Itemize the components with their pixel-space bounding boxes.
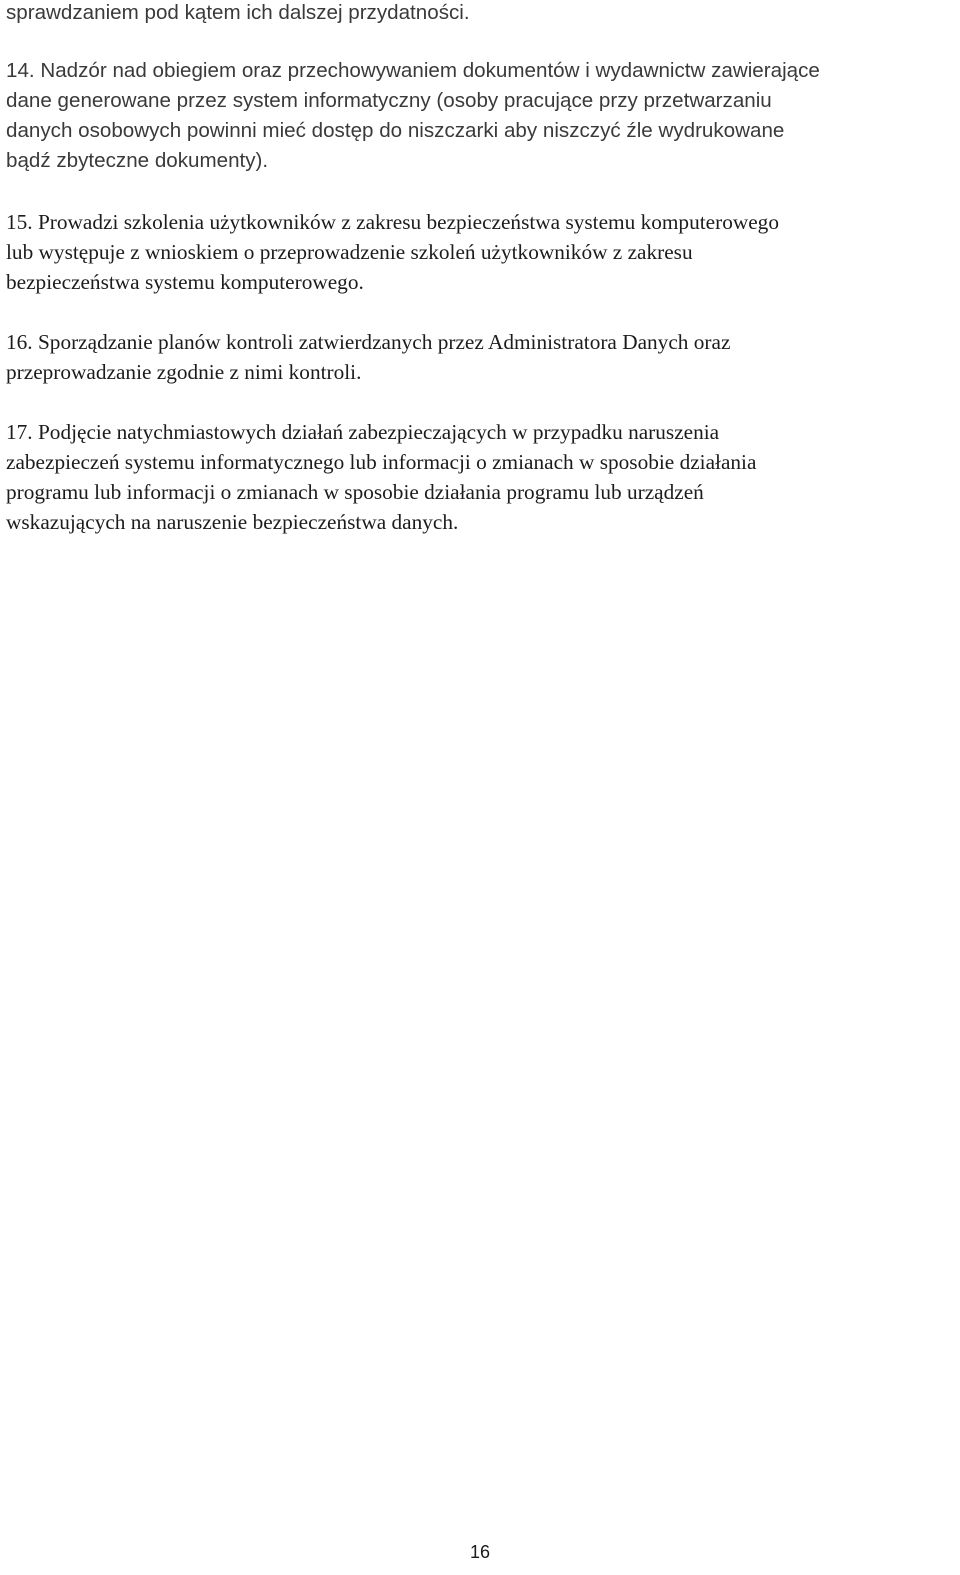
text-line: programu lub informacji o zmianach w sposobie działania programu lub urządzeń bbox=[6, 480, 704, 504]
item-15-paragraph bbox=[6, 207, 956, 297]
item-17-paragraph bbox=[6, 417, 956, 537]
text-line: lub występuje z wnioskiem o przeprowadzenie szkoleń użytkowników z zakresu bbox=[6, 240, 693, 264]
text-line: 15. Prowadzi szkolenia użytkowników z zakresu bezpieczeństwa systemu komputerowego bbox=[6, 210, 779, 234]
item-14-paragraph bbox=[6, 56, 956, 176]
text-line: sprawdzaniem pod kątem ich dalszej przydatności. bbox=[6, 1, 470, 24]
text-line: danych osobowych powinni mieć dostęp do niszczarki aby niszczyć źle wydrukowane bbox=[6, 119, 785, 142]
text-line: 16. Sporządzanie planów kontroli zatwierdzanych przez Administratora Danych oraz bbox=[6, 330, 731, 354]
text-line: zabezpieczeń systemu informatycznego lub informacji o zmianach w sposobie działania bbox=[6, 450, 757, 474]
text-line: 17. Podjęcie natychmiastowych działań zabezpieczających w przypadku naruszenia bbox=[6, 420, 720, 444]
text-line: 14. Nadzór nad obiegiem oraz przechowywaniem dokumentów i wydawnictw zawierające bbox=[6, 59, 820, 82]
intro-paragraph bbox=[6, 0, 956, 28]
page-number: 16 bbox=[469, 1542, 491, 1562]
text-line: bądź zbyteczne dokumenty). bbox=[6, 149, 269, 172]
text-line: dane generowane przez system informatyczny (osoby pracujące przy przetwarzaniu bbox=[6, 89, 772, 112]
item-16-paragraph bbox=[6, 327, 956, 387]
text-line: przeprowadzanie zgodnie z nimi kontroli. bbox=[6, 360, 362, 384]
text-line: bezpieczeństwa systemu komputerowego. bbox=[6, 270, 364, 294]
text-line: wskazujących na naruszenie bezpieczeństwa danych. bbox=[6, 510, 459, 534]
